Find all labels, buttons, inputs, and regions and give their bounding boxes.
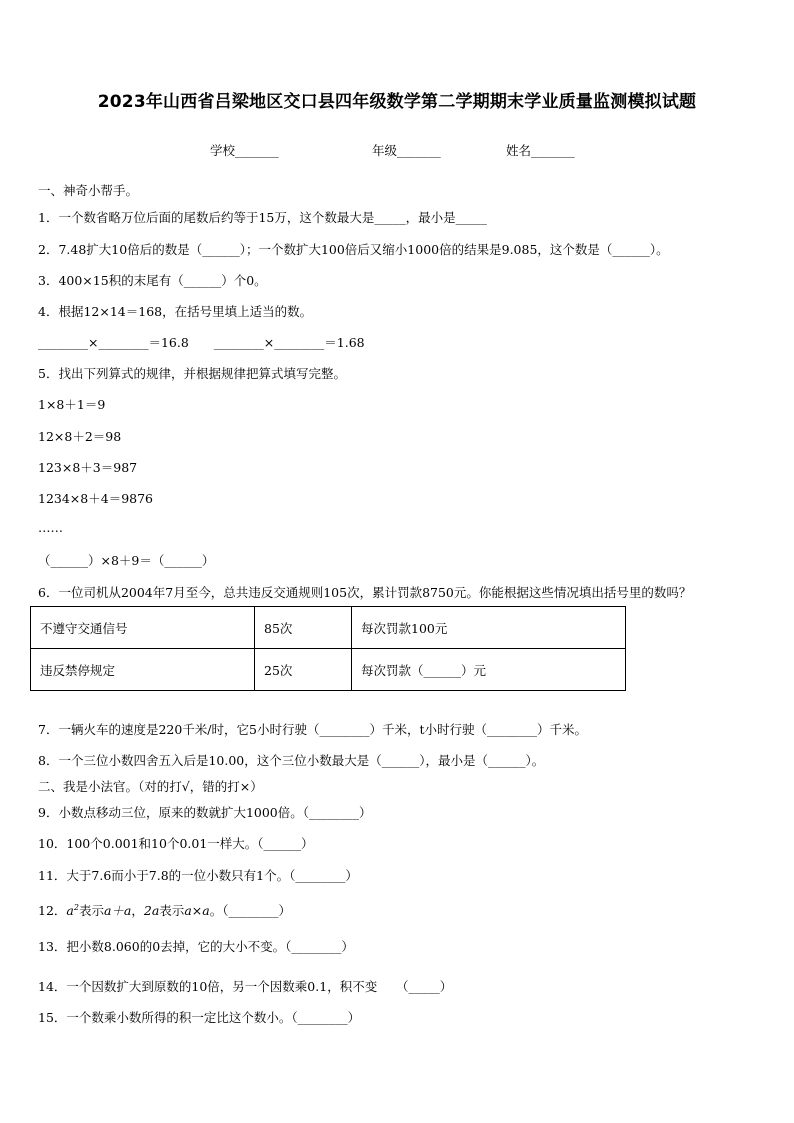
q5-formula-line: 123×8＋3＝987 xyxy=(38,460,138,475)
q12-expr: a＋a xyxy=(103,903,132,918)
question-14: 14．一个因数扩大到原数的10倍，另一个因数乘0.1，积不变 （_____） xyxy=(38,979,453,994)
question-15: 15．一个数乘小数所得的积一定比这个数小。（________） xyxy=(38,1010,361,1025)
q5-formula-line: 1234×8＋4＝9876 xyxy=(38,491,154,506)
table-cell: 每次罚款100元 xyxy=(352,607,626,649)
question-10: 10．100个0.001和10个0.01一样大。（______） xyxy=(38,836,314,851)
section-2-heading: 二、我是小法官。（对的打√，错的打×） xyxy=(38,779,263,794)
q12-expr: 2a xyxy=(143,903,160,918)
q12-number: 12． xyxy=(38,903,67,918)
question-4: 4．根据12×14＝168，在括号里填上适当的数。 xyxy=(38,304,313,319)
student-info-row xyxy=(0,141,794,159)
q5-answer-line[interactable]: （______）×8＋9＝（______） xyxy=(38,553,215,568)
exam-title: 2023年山西省吕梁地区交口县四年级数学第二学期期末学业质量监测模拟试题 xyxy=(97,92,697,112)
q5-formula-line: 12×8＋2＝98 xyxy=(38,429,122,444)
name-field[interactable]: 姓名_______ xyxy=(506,143,575,158)
question-7: 7．一辆火车的速度是220千米/时，它5小时行驶（________）千米，t小时行驶（________）千米。 xyxy=(38,722,588,737)
question-6-table xyxy=(30,606,626,691)
section-1-heading: 一、神奇小帮手。 xyxy=(38,183,139,198)
table-row xyxy=(31,607,626,649)
q5-formula-line: 1×8＋1＝9 xyxy=(38,397,106,412)
q12-expr: a×a xyxy=(184,903,210,918)
table-row xyxy=(31,649,626,691)
grade-field[interactable]: 年级_______ xyxy=(372,143,441,158)
table-cell: 不遵守交通信号 xyxy=(31,607,255,649)
question-6: 6．一位司机从2004年7月至今，总共违反交通规则105次，累计罚款8750元。你能根据这些情况填出括号里的数吗？ xyxy=(38,585,692,600)
school-field[interactable]: 学校_______ xyxy=(210,143,279,158)
q12-exponent: 2 xyxy=(73,902,79,912)
question-3: 3．400×15积的末尾有（______）个0。 xyxy=(38,273,267,288)
question-8: 8．一个三位小数四舍五入后是10.00，这个三位小数最大是（______），最小是（______）。 xyxy=(38,753,545,768)
table-cell: 85次 xyxy=(255,607,352,649)
table-cell: 违反禁停规定 xyxy=(31,649,255,691)
question-9: 9．小数点移动三位，原来的数就扩大1000倍。（________） xyxy=(38,805,372,820)
question-2: 2．7.48扩大10倍后的数是（______）；一个数扩大100倍后又缩小1000倍的结果是9.085，这个数是（______）。 xyxy=(38,242,669,257)
question-4-blanks[interactable]: ________×________＝16.8 ________×________＝1.68 xyxy=(38,335,365,350)
q12-text: ， xyxy=(131,903,144,918)
q5-ellipsis: …… xyxy=(38,520,63,535)
question-13: 13．把小数8.060的0去掉，它的大小不变。（________） xyxy=(38,939,354,954)
question-11: 11．大于7.6而小于7.8的一位小数只有1个。（________） xyxy=(38,868,358,883)
question-5: 5．找出下列算式的规律，并根据规律把算式填写完整。 xyxy=(38,366,346,381)
table-cell-answer[interactable]: 每次罚款（______）元 xyxy=(352,649,626,691)
q12-var: a xyxy=(66,903,74,918)
q12-answer[interactable]: 。（________） xyxy=(209,903,291,918)
q12-text: 表示 xyxy=(78,903,104,918)
question-1: 1．一个数省略万位后面的尾数后约等于15万，这个数最大是_____，最小是_____ xyxy=(38,210,487,225)
q12-text: 表示 xyxy=(159,903,185,918)
table-cell: 25次 xyxy=(255,649,352,691)
question-12 xyxy=(38,901,291,919)
